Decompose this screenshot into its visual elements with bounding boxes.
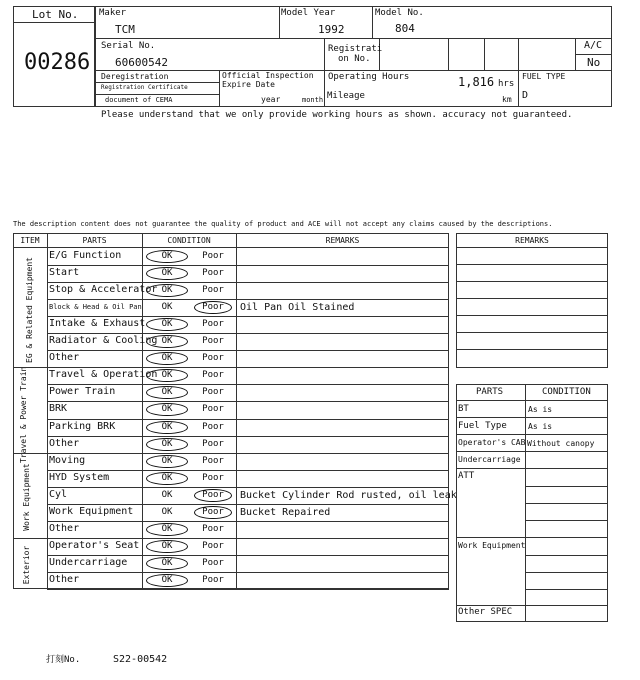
group-travel-power: Travel & Power Train [19, 366, 28, 463]
condition-ok: OK [161, 574, 173, 585]
condition-poor: Poor [202, 455, 224, 466]
part-name: Work Equipment [49, 505, 134, 517]
hrs-label: hrs [498, 79, 515, 89]
part-name: Operator's Seat [49, 539, 140, 551]
group-eg-related: EG & Related Equipment [25, 257, 34, 363]
selected-condition-circle [146, 438, 188, 451]
remark-text: Oil Pan Oil Stained [240, 302, 355, 314]
part-name: Cyl [49, 488, 68, 500]
condition-poor: Poor [202, 523, 224, 534]
condition-poor: Poor [202, 540, 224, 551]
engraved-label: 打刻No. [46, 655, 81, 665]
ac-label: A/C [584, 40, 603, 51]
condition-ok: OK [161, 251, 173, 261]
remark-text: Bucket Cylinder Rod rusted, oil leak [240, 489, 457, 501]
condition-ok: OK [161, 268, 173, 279]
condition-poor: Poor [202, 489, 224, 500]
condition-poor: Poor [202, 574, 224, 585]
condition-poor: Poor [202, 285, 224, 296]
selected-condition-circle [146, 267, 188, 280]
group-exterior: Exterior [22, 545, 31, 585]
selected-condition-circle [146, 540, 188, 553]
condition-poor: Poor [202, 336, 224, 347]
work-equipment-label: Work Equipment [458, 541, 526, 550]
inspection-label-1: Official Inspection [222, 71, 314, 80]
part-name: Block & Head & Oil Pan [49, 303, 142, 312]
km-label: km [502, 95, 512, 104]
mileage-label: Mileage [327, 91, 365, 101]
operating-hours-label: Operating Hours [328, 72, 410, 82]
part-name: Stop & Accelerator [49, 284, 158, 296]
lot-label: Lot No. [32, 8, 79, 21]
condition-poor: Poor [202, 421, 224, 432]
header-remarks: REMARKS [325, 236, 360, 245]
condition-ok: OK [161, 506, 173, 517]
header-item: ITEM [20, 236, 40, 245]
lot-number: 00286 [24, 50, 91, 75]
selected-condition-circle [146, 574, 188, 587]
part-name: E/G Function [49, 250, 122, 261]
operating-hours-value: 1,816 [458, 75, 495, 89]
condition-ok: OK [161, 285, 173, 296]
condition-ok: OK [161, 421, 173, 432]
part-name: HYD System [49, 471, 110, 483]
right-parts-header: PARTS [476, 387, 504, 397]
condition-ok: OK [161, 319, 173, 330]
selected-condition-circle [146, 284, 188, 297]
part-name: Moving [49, 454, 86, 466]
registration-label-2: on No. [338, 54, 371, 64]
notice-text: Please understand that we only provide working hours as shown. accuracy not guaranteed. [101, 110, 573, 120]
right-condition-header: CONDITION [542, 387, 591, 397]
fuel-type-label: FUEL TYPE [522, 72, 566, 81]
condition-poor: Poor [202, 251, 224, 261]
maker-label: Maker [99, 8, 127, 18]
year-label: year [261, 95, 281, 104]
model-year-value: 1992 [318, 23, 345, 36]
part-name: Start [49, 267, 80, 279]
selected-condition-circle [146, 523, 188, 536]
condition-poor: Poor [202, 353, 224, 364]
part-name: Parking BRK [49, 420, 116, 432]
part-name: Travel & Operation [49, 369, 158, 381]
condition-ok: OK [161, 302, 173, 313]
part-name: BRK [49, 403, 68, 415]
condition-poor: Poor [202, 370, 224, 381]
condition-ok: OK [161, 557, 173, 568]
part-name: Intake & Exhaust [49, 318, 146, 330]
selected-condition-circle [146, 472, 188, 485]
condition-ok: OK [161, 438, 173, 449]
part-name: Radiator & Cooling [49, 335, 158, 347]
disclaimer-text: The description content does not guarantee the quality of product and ACE will not accept any claims caused by the descriptions. [13, 220, 553, 228]
group-work-equipment: Work Equipment [22, 463, 31, 531]
condition-poor: Poor [202, 557, 224, 568]
part-name: Other [49, 522, 80, 534]
serial-value: 60600542 [115, 56, 168, 69]
part-name: Power Train [49, 386, 116, 398]
condition-poor: Poor [202, 302, 224, 313]
deregistration-label: Deregistration [101, 72, 169, 81]
part-name: Other [49, 573, 80, 585]
condition-ok: OK [161, 336, 173, 347]
part-name: Undercarriage [49, 556, 128, 568]
other-spec-label: Other SPEC [458, 607, 513, 617]
header-condition: CONDITION [167, 236, 211, 245]
condition-poor: Poor [202, 268, 224, 279]
header-parts: PARTS [82, 236, 107, 245]
cema-document-label: document of CEMA [105, 96, 173, 104]
condition-ok: OK [161, 489, 173, 500]
condition-poor: Poor [202, 387, 224, 398]
condition-ok: OK [161, 523, 173, 534]
selected-condition-circle [146, 250, 188, 263]
condition-ok: OK [161, 370, 173, 381]
selected-condition-circle [194, 506, 232, 519]
condition-ok: OK [161, 353, 173, 364]
registration-label-1: Registrati [328, 44, 383, 54]
condition-ok: OK [161, 540, 173, 551]
condition-ok: OK [161, 387, 173, 398]
selected-condition-circle [146, 557, 188, 570]
fuel-value: As is [528, 422, 553, 431]
condition-ok: OK [161, 455, 173, 466]
condition-poor: Poor [202, 438, 224, 449]
fuel-type-value: D [522, 90, 529, 101]
fuel-label: Fuel Type [458, 421, 507, 431]
bt-value: As is [528, 405, 553, 414]
selected-condition-circle [146, 455, 188, 468]
serial-label: Serial No. [101, 41, 156, 51]
header-remarks-right: REMARKS [515, 236, 549, 245]
ac-value: No [587, 56, 601, 69]
registration-certificate-label: Registration Certificate [101, 84, 188, 91]
cab-value: Without canopy [527, 439, 595, 448]
undercarriage-label: Undercarriage [458, 455, 521, 464]
remark-text: Bucket Repaired [240, 506, 331, 518]
part-name: Other [49, 437, 80, 449]
model-year-label: Model Year [281, 8, 336, 18]
condition-poor: Poor [202, 319, 224, 330]
condition-ok: OK [161, 472, 173, 483]
condition-poor: Poor [202, 472, 224, 483]
engraved-value: S22-00542 [113, 654, 168, 665]
right-remarks-table [456, 233, 608, 368]
condition-poor: Poor [202, 404, 224, 415]
bt-label: BT [458, 404, 469, 414]
model-no-value: 804 [395, 22, 415, 35]
cab-label: Operator's CAB [458, 438, 526, 447]
inspection-label-2: Expire Date [222, 80, 275, 89]
att-label: ATT [458, 471, 475, 481]
maker-value: TCM [115, 23, 135, 36]
month-label: month [302, 96, 324, 104]
selected-condition-circle [194, 489, 232, 502]
condition-ok: OK [161, 404, 173, 415]
condition-poor: Poor [202, 506, 224, 517]
part-name: Other [49, 352, 80, 364]
selected-condition-circle [146, 421, 188, 434]
model-no-label: Model No. [375, 8, 424, 18]
